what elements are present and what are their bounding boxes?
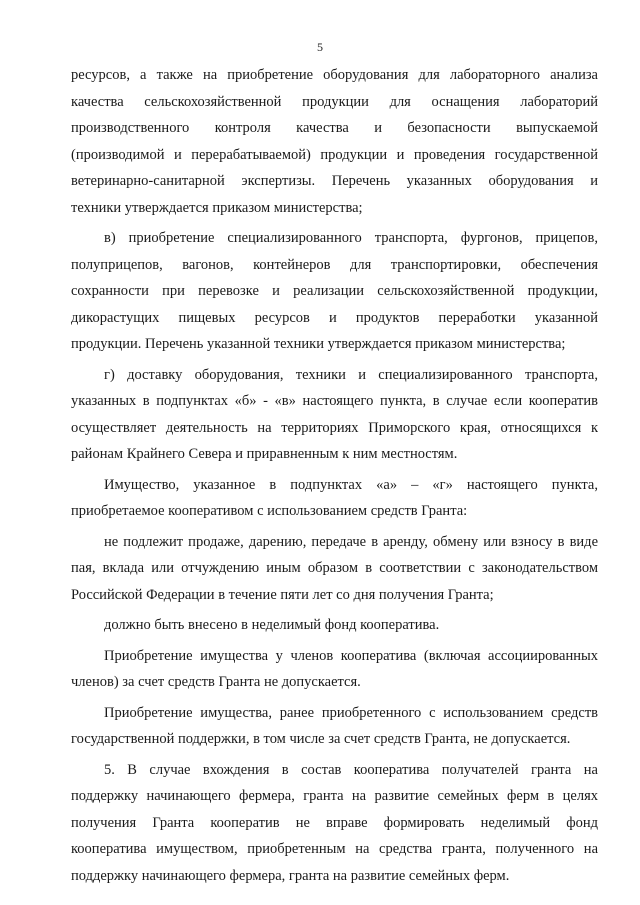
- text-line: членов) за счет средств Гранта не допускается.: [71, 674, 361, 690]
- text-line: сохранности при перевозке и реализации сельскохозяйственной продукции,: [71, 283, 598, 299]
- text-line: поддержку начинающего фермера, гранта на развитие семейных ферм в целях: [71, 788, 598, 804]
- text-line: Приобретение имущества, ранее приобретенного с использованием средств: [104, 704, 598, 721]
- text-line: поддержку начинающего фермера, гранта на развитие семейных ферм.: [71, 867, 510, 884]
- text-line: Имущество, указанное в подпунктах «а» – «г» настоящего пункта,: [104, 476, 598, 493]
- text-line: пая, вклада или отчуждению иным образом в соответствии с законодательством: [71, 560, 598, 576]
- text-line: государственной поддержки, в том числе за счет средств Гранта, не допускается.: [71, 731, 571, 747]
- text-line: приобретаемое кооперативом с использованием средств Гранта:: [71, 503, 468, 519]
- text-line: кооператива имуществом, приобретенным на средства гранта, полученного на: [71, 841, 598, 857]
- text-line: ветеринарно-санитарной экспертизы. Перечень указанных оборудования и: [71, 173, 598, 189]
- text-line: ресурсов, а также на приобретение оборудования для лабораторного анализа: [71, 67, 598, 83]
- text-line: указанных в подпунктах «б» - «в» настоящего пункта, в случае если кооператив: [71, 393, 598, 409]
- text-line: г) доставку оборудования, техники и специализированного транспорта,: [104, 366, 598, 383]
- text-line: Приобретение имущества у членов кооператива (включая ассоциированных: [104, 647, 598, 664]
- text-line: качества сельскохозяйственной продукции для оснащения лабораторий: [71, 93, 598, 110]
- text-line: должно быть внесено в неделимый фонд кооператива.: [104, 617, 440, 633]
- text-line: производственного контроля качества и безопасности выпускаемой: [71, 120, 598, 136]
- text-line: районам Крайнего Севера и приравненным к ним местностям.: [71, 446, 458, 462]
- document-body: [71, 62, 598, 889]
- text-line: полуприцепов, вагонов, контейнеров для транспортировки, обеспечения: [71, 256, 598, 273]
- text-line: в) приобретение специализированного транспорта, фургонов, прицепов,: [104, 230, 598, 246]
- text-line: дикорастущих пищевых ресурсов и продуктов переработки указанной: [71, 309, 598, 326]
- text-line: продукции. Перечень указанной техники утверждается приказом министерства;: [71, 336, 566, 352]
- text-line: осуществляет деятельность на территориях Приморского края, относящихся к: [71, 419, 598, 436]
- text-line: техники утверждается приказом министерства;: [71, 199, 363, 216]
- text-line: (производимой и перерабатываемой) продукции и проведения государственной: [71, 146, 598, 163]
- text-line: получения Гранта кооператив не вправе формировать неделимый фонд: [71, 814, 598, 831]
- text-line: 5. В случае вхождения в состав кооператива получателей гранта на: [104, 761, 598, 778]
- text-line: не подлежит продаже, дарению, передаче в аренду, обмену или взносу в виде: [104, 533, 598, 550]
- text-line: Российской Федерации в течение пяти лет со дня получения Гранта;: [71, 586, 494, 603]
- page-number: 5: [317, 40, 323, 54]
